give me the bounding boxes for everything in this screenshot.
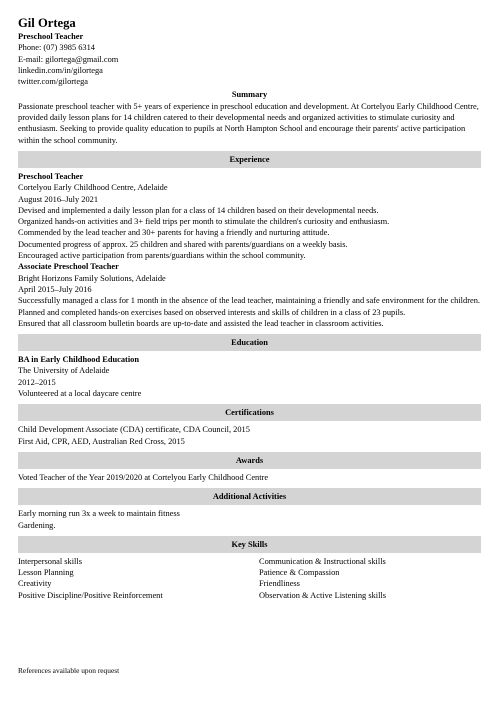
skill-item: Positive Discipline/Positive Reinforcement — [18, 590, 163, 600]
skills-grid — [18, 556, 481, 601]
award-item: Voted Teacher of the Year 2019/2020 at Cortelyou Early Childhood Centre — [18, 472, 269, 482]
resume-page — [18, 15, 481, 675]
education-note: Volunteered at a local daycare centre — [18, 389, 142, 399]
activity-item: Early morning run 3x a week to maintain fitness — [18, 509, 180, 519]
contact-twitter: twitter.com/gilortega — [18, 77, 89, 87]
activities-section — [18, 508, 481, 531]
education-dates: 2012–2015 — [18, 377, 56, 387]
job-company: Bright Horizons Family Solutions, Adelaide — [18, 273, 166, 283]
skill-item: Communication & Instructional skills — [259, 556, 386, 566]
skill-item: Friendliness — [259, 579, 300, 589]
experience-heading: Experience — [18, 151, 481, 168]
contact-phone: Phone: (07) 3985 6314 — [18, 43, 95, 53]
certification-item: First Aid, CPR, AED, Australian Red Cross, 2015 — [18, 436, 185, 446]
job-bullet: Successfully managed a class for 1 month in the absence of the lead teacher, maintaining a friendly and safe environment for the children. — [18, 296, 480, 306]
education-school: The University of Adelaide — [18, 366, 110, 376]
certifications-heading: Certifications — [18, 404, 481, 421]
education-degree: BA in Early Childhood Education — [18, 355, 140, 365]
activities-heading: Additional Activities — [18, 488, 481, 505]
job-bullet: Documented progress of approx. 25 children and shared with parents/guardians on a weekly basis. — [18, 239, 348, 249]
job-company: Cortelyou Early Childhood Centre, Adelaide — [18, 183, 168, 193]
job-bullet: Encouraged active participation from parents/guardians within the school community. — [18, 251, 306, 261]
awards-section — [18, 472, 481, 483]
references-note: References available upon request — [18, 666, 120, 675]
job-title: Preschool Teacher — [18, 171, 84, 181]
summary-text: Passionate preschool teacher with 5+ years of experience in preschool education and development. At Cortelyou Early Childhood Centre, provided daily lesson plans for 14 children catered to their developmental needs and organized activities to stimulate curiosity and enthusiasm. Seeking to provide quality education to pupils at North Hampton School and encourage their parents' active participation within the school community. — [18, 101, 479, 145]
education-heading: Education — [18, 334, 481, 351]
skill-item: Creativity — [18, 579, 52, 589]
job-dates: April 2015–July 2016 — [18, 284, 92, 294]
summary-heading: Summary — [231, 90, 268, 100]
candidate-name: Gil Ortega — [18, 16, 76, 30]
education-section — [18, 354, 481, 399]
job-entry — [18, 171, 481, 261]
job-title: Associate Preschool Teacher — [18, 262, 119, 272]
job-bullet: Ensured that all classroom bulletin boards are up-to-date and assisted the lead teacher in classroom activities. — [18, 318, 384, 328]
skill-item: Lesson Planning — [18, 568, 74, 578]
skill-item: Observation & Active Listening skills — [259, 590, 387, 600]
job-bullet: Commended by the lead teacher and 30+ parents for having a friendly and nurturing attitude. — [18, 228, 330, 238]
job-dates: August 2016–July 2021 — [18, 194, 99, 204]
skill-item: Interpersonal skills — [18, 556, 82, 566]
certifications-section — [18, 424, 481, 447]
skill-item: Patience & Compassion — [259, 568, 340, 578]
certification-item: Child Development Associate (CDA) certificate, CDA Council, 2015 — [18, 425, 250, 435]
awards-heading: Awards — [18, 452, 481, 469]
skills-heading: Key Skills — [18, 536, 481, 553]
job-bullet: Organized hands-on activities and 3+ field trips per month to stimulate the children's curiosity and enthusiasm. — [18, 217, 390, 227]
contact-email: E-mail: gilortega@gmail.com — [18, 54, 119, 64]
contact-block — [18, 42, 481, 87]
experience-section — [18, 171, 481, 329]
candidate-title: Preschool Teacher — [18, 32, 84, 41]
activity-item: Gardening. — [18, 520, 56, 530]
contact-linkedin: linkedin.com/in/gilortega — [18, 65, 103, 75]
job-entry — [18, 261, 481, 329]
job-bullet: Planned and completed hands-on exercises based on observed interests and skills of children in a class of 23 pupils. — [18, 307, 406, 317]
job-bullet: Devised and implemented a daily lesson plan for a class of 14 children based on their developmental needs. — [18, 205, 379, 215]
